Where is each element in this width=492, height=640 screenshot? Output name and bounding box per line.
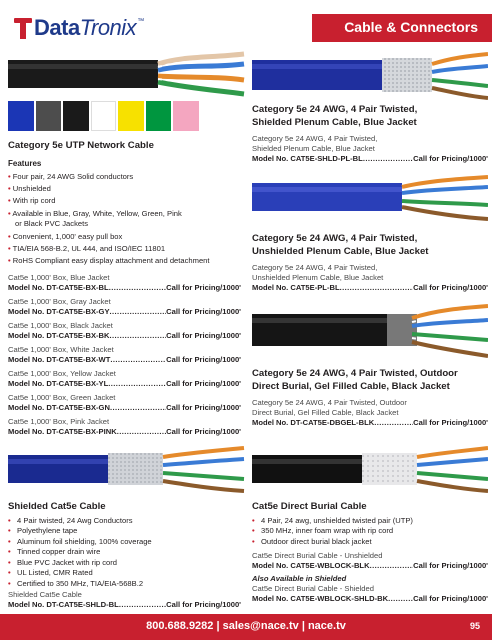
feature-item: Unshielded: [12, 183, 51, 193]
price: Call for Pricing/1000': [413, 283, 488, 292]
price: Call for Pricing/1000': [413, 561, 488, 571]
product-description: Category 5e 24 AWG, 4 Pair Twisted,: [252, 134, 378, 143]
product-description: Direct Burial, Gel Filled Cable, Black Jacket: [252, 408, 399, 417]
model-number: Model No. DT-CAT5E-BX-BK: [8, 330, 110, 340]
model-number: Model No. DT-CAT5E-SHLD-BL: [8, 599, 119, 609]
page-header: [0, 0, 492, 54]
price: Call for Pricing/1000': [166, 426, 241, 436]
section-title-line1: Category 5e 24 AWG, 4 Pair Twisted,: [252, 233, 418, 244]
features-list: [252, 516, 488, 548]
feature-item: With rip cord: [12, 195, 56, 205]
model-number: Model No. DT-CAT5E-BX-GN: [8, 402, 110, 412]
product-description: Cat5e 1,000' Box, Blue Jacket: [8, 272, 110, 282]
section-title: Cable & Connectors: [344, 19, 478, 35]
shielded-cat5e-cable-photo: [8, 445, 245, 493]
datatronix-logo: [14, 16, 144, 40]
product-entry: [8, 393, 241, 413]
feature-item: • 350 MHz, inner foam wrap with rip cord: [252, 526, 488, 537]
feature-item: • Aluminum foil shielding, 100% coverage: [8, 537, 241, 548]
feature-item: TIA/EIA 568-B.2, UL 444, and ISO/IEC 11801: [12, 243, 166, 253]
product-entry: [8, 369, 241, 389]
section-title: Category 5e UTP Network Cable: [8, 140, 154, 151]
section-title: Shielded Cat5e Cable: [8, 501, 106, 512]
section-title-line2: Direct Burial, Gel Filled Cable, Black Jacket: [252, 380, 450, 392]
feature-item: • 4 Pair, 24 awg, unshielded twisted pair (UTP): [252, 516, 488, 527]
product-description: Shielded Plenum Cable, Blue Jacket: [252, 144, 375, 153]
jacket-color-swatches: [8, 101, 199, 131]
product-description: Category 5e 24 AWG, 4 Pair Twisted,: [252, 263, 378, 272]
shielded-cat5e-section: [8, 501, 241, 610]
feature-item: or Black PVC Jackets: [15, 218, 89, 228]
logo-t-icon: [14, 16, 32, 40]
price: Call for Pricing/1000': [413, 418, 488, 427]
shielded-plenum-section: [252, 104, 488, 164]
unshielded-plenum-cable-photo: [252, 173, 488, 221]
also-available-note: Also Available in Shielded: [252, 574, 347, 584]
swatch-gray: [36, 101, 62, 131]
product-description: Cat5e 1,000' Box, Pink Jacket: [8, 416, 110, 426]
section-title-line2: Unshielded Plenum Cable, Blue Jacket: [252, 245, 429, 257]
features-label: Features: [8, 158, 42, 168]
model-number: Model No. DT-CAT5E-BX-WT: [8, 354, 111, 364]
feature-item: • Certified to 350 MHz, TIA/EIA-568B.2: [8, 579, 241, 590]
price: Call for Pricing/1000': [166, 599, 241, 609]
price: Call for Pricing/1000': [166, 330, 241, 340]
swatch-blue: [8, 101, 34, 131]
feature-item: • 4 Pair twisted, 24 Awg Conductors: [8, 516, 241, 527]
features-list: [8, 516, 241, 590]
page-footer: [0, 614, 492, 640]
price: Call for Pricing/1000': [166, 282, 241, 292]
product-description: Cat5e Direct Burial Cable - Shielded: [252, 584, 374, 594]
features-list: • Four pair, 24 AWG Solid conductors • Unshielded • With rip cord • Available in Blue, Gray, White, Yellow, Green, Pink or Black PVC Jackets • Convenient, 1,000' easy pull box • TIA/EIA 568-B.2, UL 444, and ISO/IEC 11801 • RoHS Compliant easy display attachment and detachment: [8, 171, 210, 265]
product-entry: [8, 417, 241, 437]
shielded-plenum-cable-photo: [252, 50, 488, 100]
model-number: Model No. DT-CAT5E-BX-YL: [8, 378, 109, 388]
cat5e-utp-section: [8, 140, 241, 437]
page-number: 95: [469, 621, 480, 631]
swatch-black: [63, 101, 89, 131]
model-number: Model No. DT-CAT5E-BX-BL: [8, 282, 109, 292]
section-title: Cat5e Direct Burial Cable: [252, 501, 367, 512]
price: Call for Pricing/1000': [166, 354, 241, 364]
model-number: Model No. DT-CAT5E-BX-GY: [8, 306, 110, 316]
price: Call for Pricing/1000': [166, 306, 241, 316]
feature-item: • Tinned copper drain wire: [8, 547, 241, 558]
product-description: Cat5e 1,000' Box, Yellow Jacket: [8, 368, 116, 378]
product-description: Cat5e Direct Burial Cable - Unshielded: [252, 551, 383, 561]
contact-info: 800.688.9282 | sales@nace.tv | nace.tv: [146, 620, 346, 632]
swatch-yellow: [118, 101, 144, 131]
model-number: Model No. DT-CAT5E-DBGEL-BLK: [252, 418, 375, 427]
product-description: Cat5e 1,000' Box, Gray Jacket: [8, 296, 111, 306]
direct-burial-section: [252, 501, 488, 604]
price: Call for Pricing/1000': [166, 378, 241, 388]
feature-item: • Polyethylene tape: [8, 526, 241, 537]
feature-item: • Blue PVC Jacket with rip cord: [8, 558, 241, 569]
price: Call for Pricing/1000': [413, 154, 488, 163]
cat5e-direct-burial-cable-photo: [252, 445, 488, 493]
direct-burial-gel-cable-photo: [252, 300, 488, 360]
feature-item: RoHS Compliant easy display attachment and detachment: [12, 255, 210, 265]
model-number: Model No. DT-CAT5E-BX-PINK: [8, 426, 117, 436]
feature-item: • UL Listed, CMR Rated: [8, 568, 241, 579]
swatch-pink: [173, 101, 199, 131]
section-title-line1: Category 5e 24 AWG, 4 Pair Twisted,: [252, 104, 418, 115]
cat5e-utp-cable-photo: [8, 50, 245, 98]
swatch-white: [91, 101, 117, 131]
model-number: Model No. CAT5E-WBLOCK-BLK: [252, 561, 370, 571]
product-entry: [8, 297, 241, 317]
feature-item: • Outdoor direct burial black jacket: [252, 537, 488, 548]
model-number: Model No. CAT5E-SHLD-PL-BL: [252, 154, 363, 163]
product-description: Cat5e 1,000' Box, White Jacket: [8, 344, 114, 354]
model-number: Model No. CAT5E-WBLOCK-SHLD-BK: [252, 594, 389, 604]
logo-text: DataTronix: [34, 15, 137, 40]
product-description: Cat5e 1,000' Box, Black Jacket: [8, 320, 113, 330]
trademark: ™: [137, 18, 145, 25]
product-description: Shielded Cat5e Cable: [8, 589, 82, 599]
product-list: [8, 273, 241, 437]
unshielded-plenum-section: [252, 233, 488, 293]
section-title-line1: Category 5e 24 AWG, 4 Pair Twisted, Outdoor: [252, 368, 458, 379]
price: Call for Pricing/1000': [413, 594, 488, 604]
product-description: Unshielded Plenum Cable, Blue Jacket: [252, 273, 384, 282]
section-title-line2: Shielded Plenum Cable, Blue Jacket: [252, 116, 417, 128]
product-description: Category 5e 24 AWG, 4 Pair Twisted, Outdoor: [252, 398, 407, 407]
feature-item: Four pair, 24 AWG Solid conductors: [12, 171, 134, 181]
swatch-green: [146, 101, 172, 131]
product-description: Cat5e 1,000' Box, Green Jacket: [8, 392, 116, 402]
product-entry: [8, 345, 241, 365]
section-banner: [312, 14, 492, 42]
product-entry: [8, 273, 241, 293]
price: Call for Pricing/1000': [166, 402, 241, 412]
model-number: Model No. CAT5E-PL-BL: [252, 283, 340, 292]
feature-item: Available in Blue, Gray, White, Yellow, Green, Pink: [12, 208, 182, 218]
product-entry: [8, 321, 241, 341]
direct-burial-gel-section: [252, 368, 488, 428]
feature-item: Convenient, 1,000' easy pull box: [12, 231, 123, 241]
